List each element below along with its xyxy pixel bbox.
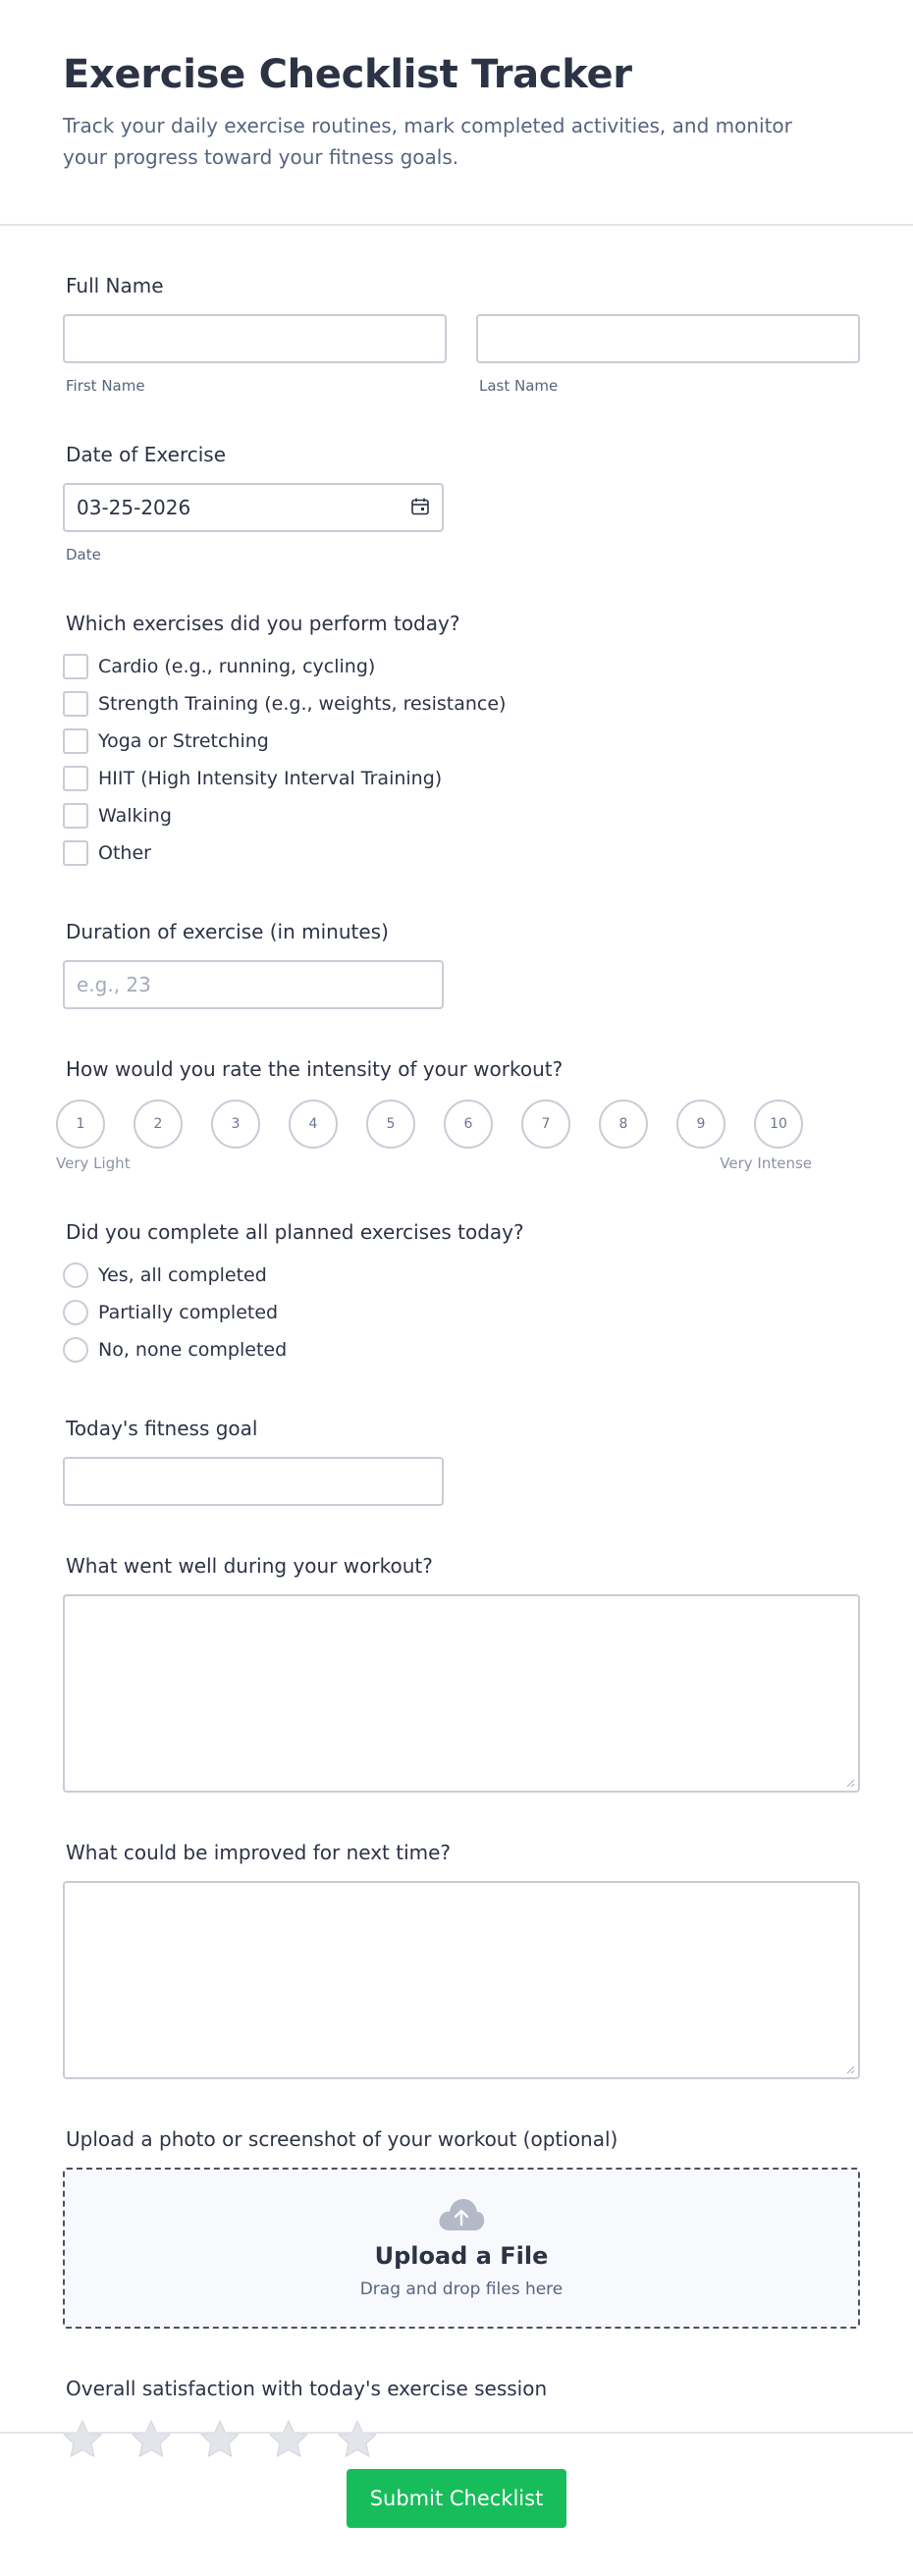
option-label: Yes, all completed	[98, 1264, 267, 1286]
date-sublabel: Date	[66, 546, 101, 564]
exercise-option-walking[interactable]	[63, 797, 860, 834]
radio-button[interactable]	[63, 1262, 88, 1288]
page-title: Exercise Checklist Tracker	[63, 52, 632, 97]
exercise-option-yoga[interactable]	[63, 723, 860, 760]
intensity-label: How would you rate the intensity of your workout?	[66, 1057, 564, 1081]
scale-option-2[interactable]: 2	[134, 1100, 183, 1149]
exercises-label: Which exercises did you perform today?	[66, 612, 460, 635]
upload-field	[63, 2126, 860, 2329]
date-label: Date of Exercise	[66, 443, 227, 466]
scale-option-1[interactable]: 1	[56, 1100, 105, 1149]
option-label: Yoga or Stretching	[98, 730, 269, 752]
completion-field	[63, 1219, 860, 1368]
exercise-option-cardio[interactable]	[63, 648, 860, 685]
went-well-textarea[interactable]	[63, 1594, 860, 1793]
went-well-label: What went well during your workout?	[66, 1554, 433, 1578]
scale-option-6[interactable]: 6	[444, 1100, 493, 1149]
resize-grip-icon[interactable]	[845, 1778, 855, 1788]
scale-option-3[interactable]: 3	[211, 1100, 260, 1149]
checkbox[interactable]	[63, 654, 88, 679]
completion-option-partial[interactable]	[63, 1294, 860, 1331]
form-header	[0, 0, 913, 226]
submit-button[interactable]: Submit Checklist	[347, 2469, 566, 2528]
duration-label: Duration of exercise (in minutes)	[66, 920, 389, 943]
duration-field	[63, 919, 860, 1009]
scale-option-8[interactable]: 8	[599, 1100, 648, 1149]
option-label: No, none completed	[98, 1339, 288, 1361]
cloud-upload-icon	[438, 2197, 485, 2232]
scale-max-label: Very Intense	[720, 1154, 812, 1172]
went-well-field	[63, 1553, 860, 1793]
exercise-option-other[interactable]	[63, 834, 860, 872]
checkbox[interactable]	[63, 728, 88, 754]
checkbox[interactable]	[63, 803, 88, 829]
upload-title: Upload a File	[374, 2242, 549, 2270]
full-name-field	[63, 273, 860, 395]
last-name-input[interactable]	[476, 314, 860, 363]
completion-option-none[interactable]	[63, 1331, 860, 1368]
duration-input[interactable]	[63, 960, 444, 1009]
checkbox[interactable]	[63, 840, 88, 866]
resize-grip-icon[interactable]	[845, 2065, 855, 2074]
option-label: Partially completed	[98, 1302, 279, 1323]
checkbox[interactable]	[63, 766, 88, 791]
completion-option-all[interactable]	[63, 1257, 860, 1294]
exercise-option-strength[interactable]	[63, 685, 860, 723]
option-label: Other	[98, 842, 151, 864]
form-footer	[0, 2432, 913, 2576]
scale-option-7[interactable]: 7	[521, 1100, 570, 1149]
scale-option-5[interactable]: 5	[366, 1100, 415, 1149]
checklist-form	[0, 273, 913, 2460]
scale-option-4[interactable]: 4	[289, 1100, 338, 1149]
option-label: Strength Training (e.g., weights, resistance)	[98, 693, 507, 715]
last-name-sublabel: Last Name	[479, 377, 559, 395]
goal-input[interactable]	[63, 1457, 444, 1506]
intensity-field	[56, 1056, 860, 1172]
full-name-label: Full Name	[66, 274, 164, 297]
goal-field	[63, 1416, 860, 1506]
improve-textarea[interactable]	[63, 1881, 860, 2079]
exercise-option-hiit[interactable]	[63, 760, 860, 797]
improve-field	[63, 1840, 860, 2079]
page-subtitle: Track your daily exercise routines, mark completed activities, and monitor your progress toward your fitness goals.	[63, 114, 792, 169]
scale-option-10[interactable]: 10	[754, 1100, 803, 1149]
first-name-sublabel: First Name	[66, 377, 145, 395]
radio-button[interactable]	[63, 1337, 88, 1363]
checkbox[interactable]	[63, 691, 88, 717]
upload-subtitle: Drag and drop files here	[359, 2280, 564, 2299]
intensity-scale	[56, 1100, 860, 1149]
date-field	[63, 442, 860, 564]
option-label: Walking	[98, 805, 172, 827]
improve-label: What could be improved for next time?	[66, 1841, 452, 1864]
radio-button[interactable]	[63, 1300, 88, 1325]
option-label: HIIT (High Intensity Interval Training)	[98, 768, 443, 789]
exercises-field	[63, 611, 860, 872]
satisfaction-label: Overall satisfaction with today's exercise session	[66, 2377, 548, 2400]
upload-dropzone[interactable]	[63, 2168, 860, 2329]
completion-label: Did you complete all planned exercises today?	[66, 1220, 524, 1244]
goal-label: Today's fitness goal	[66, 1417, 258, 1440]
scale-option-9[interactable]: 9	[676, 1100, 725, 1149]
option-label: Cardio (e.g., running, cycling)	[98, 656, 376, 677]
first-name-input[interactable]	[63, 314, 447, 363]
upload-label: Upload a photo or screenshot of your workout (optional)	[66, 2127, 618, 2151]
scale-min-label: Very Light	[56, 1154, 131, 1172]
calendar-icon[interactable]	[410, 497, 430, 516]
date-input[interactable]: 03-25-2026	[63, 483, 444, 532]
